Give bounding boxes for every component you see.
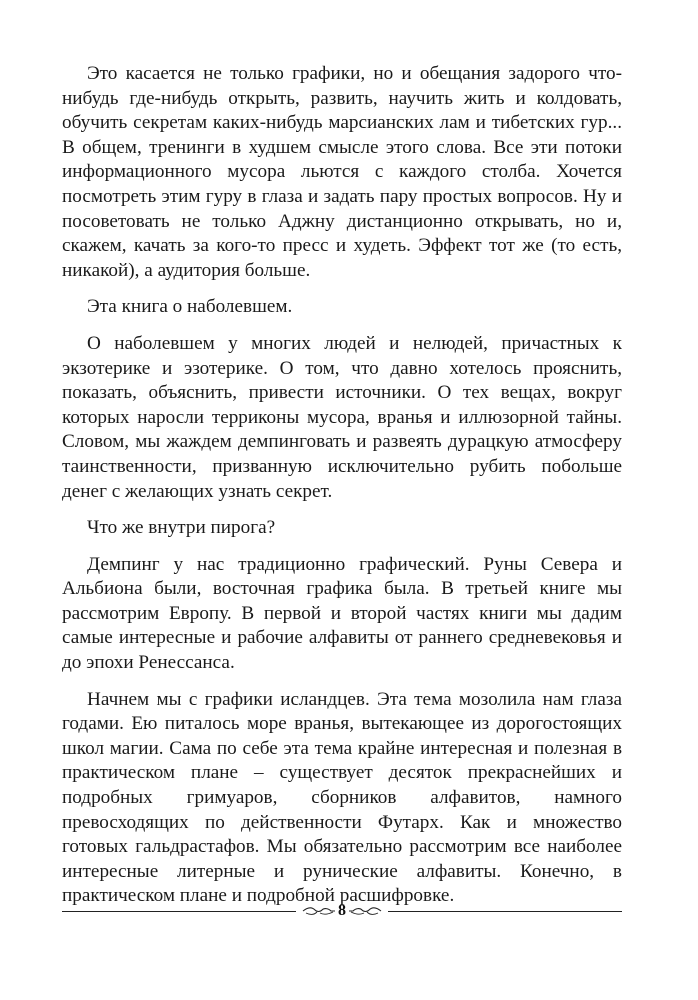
page-footer [62, 899, 622, 923]
paragraph: Это касается не только графики, но и обещания задорого что-нибудь где-нибудь открыть, развить, научить жить и колдовать, обучить секретам каких-нибудь марсианских лам и тибетских гур... В общем, тренинги в худшем смысле этого слова. Все эти потоки информационного мусора льются с каждого столба. Хочется посмотреть этим гуру в глаза и задать пару простых вопросов. Ну и посоветовать не только Аджну дистанционно открывать, но и, скажем, качать за кого-то пресс и худеть. Эффект тот же (то есть, никакой), а аудитория больше. [62, 63, 622, 281]
left-flourish-icon [302, 905, 336, 917]
paragraph: Что же внутри пирога? [87, 517, 276, 539]
footer-rule-right [388, 911, 622, 912]
paragraph: Эта книга о наболевшем. [87, 296, 293, 318]
page-number: 8 [338, 902, 346, 919]
paragraph: Начнем мы с графики исландцев. Эта тема мозолила нам глаза годами. Ею питалось море вранья, вытекающее из дорогостоящих школ магии. Сама по себе эта тема крайне интересная и полезная в практическом плане – существует десяток прекраснейших и подробных гримуаров, сборников алфавитов, намного превосходящих по действенности Футарх. Как и множество готовых гальдрастафов. Мы обязательно рассмотрим все наиболее интересные литерные и рунические алфавиты. Конечно, в практическом плане и подробной расшифровке. [62, 688, 622, 907]
page-number-ornament [302, 903, 382, 919]
body-text [62, 62, 622, 921]
paragraph: Демпинг у нас традиционно графический. Руны Севера и Альбиона были, восточная графика была. В третьей книге мы рассмотрим Европу. В первой и второй частях книги мы дадим самые интересные и рабочие алфавиты от раннего средневековья и до эпохи Ренессанса. [62, 553, 622, 674]
right-flourish-icon [348, 905, 382, 917]
paragraph: О наболевшем у многих людей и нелюдей, причастных к экзотерике и эзотерике. О том, что давно хотелось прояснить, показать, объяснить, привести источники. О тех вещах, вокруг которых наросли терриконы мусора, вранья и иллюзорной тайны. Словом, мы жаждем демпинговать и развеять дурацкую атмосферу таинственности, призванную исключительно рубить побольше денег с желающих узнать секрет. [62, 332, 622, 502]
footer-rule-left [62, 911, 296, 912]
